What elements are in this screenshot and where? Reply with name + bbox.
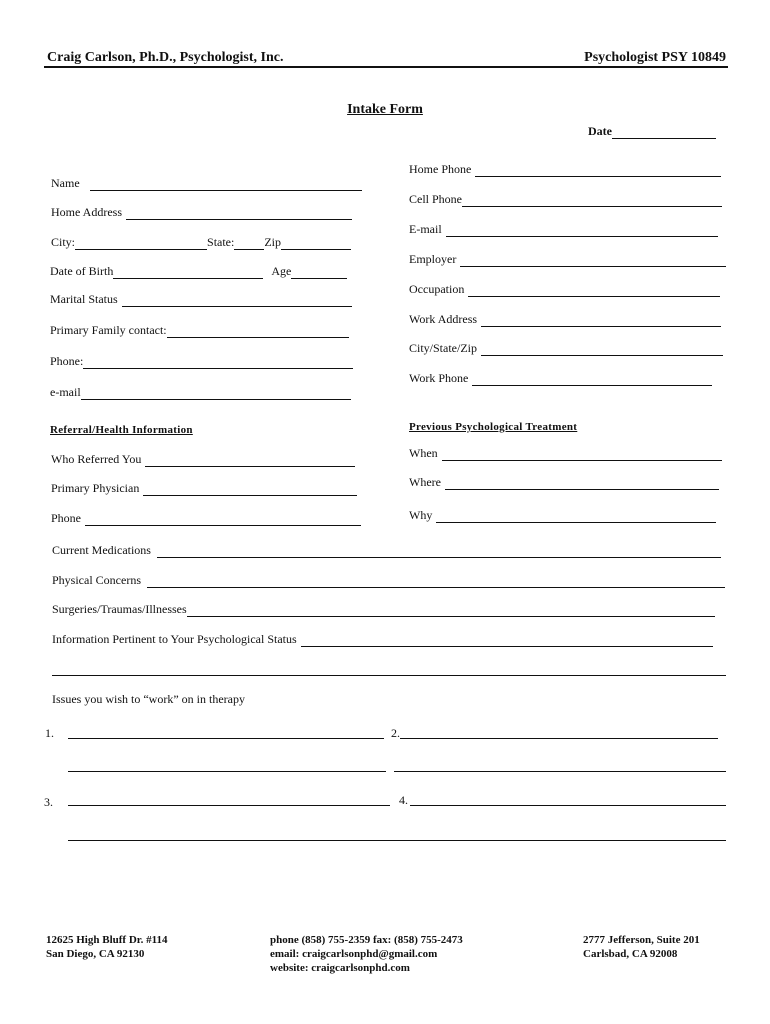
issue-number-4: 4. bbox=[399, 793, 408, 807]
physical-concerns-field bbox=[52, 573, 725, 588]
pertinent-info-field bbox=[52, 632, 713, 647]
primary-physician-label: Primary Physician bbox=[51, 481, 140, 495]
why-label: Why bbox=[409, 508, 433, 522]
email-field-right bbox=[409, 222, 718, 237]
city-input-line[interactable] bbox=[75, 237, 207, 250]
issue-3-4-continuation-line[interactable] bbox=[68, 840, 726, 841]
home-address-label: Home Address bbox=[51, 205, 122, 219]
email-input-line-left[interactable] bbox=[81, 387, 351, 400]
surgeries-input-line[interactable] bbox=[187, 604, 715, 617]
zip-label: Zip bbox=[264, 235, 282, 249]
pertinent-info-label: Information Pertinent to Your Psychological Status bbox=[52, 632, 297, 646]
home-phone-input-line[interactable] bbox=[475, 164, 721, 177]
employer-label: Employer bbox=[409, 252, 457, 266]
state-label: State: bbox=[207, 235, 235, 249]
footer-right-line-2: Carlsbad, CA 92008 bbox=[583, 948, 678, 960]
city-state-zip-field bbox=[51, 235, 351, 250]
email-label-right: E-mail bbox=[409, 222, 442, 236]
cell-phone-label: Cell Phone bbox=[409, 192, 462, 206]
date-field bbox=[588, 124, 716, 139]
state-input-line[interactable] bbox=[234, 237, 264, 250]
footer-website: website: craigcarlsonphd.com bbox=[270, 962, 410, 974]
city-state-zip-input-line[interactable] bbox=[481, 343, 723, 356]
home-phone-label: Home Phone bbox=[409, 162, 472, 176]
dob-age-field bbox=[50, 264, 347, 279]
city-state-zip-right-field bbox=[409, 341, 723, 356]
form-title: Intake Form bbox=[347, 102, 423, 117]
work-address-field bbox=[409, 312, 721, 327]
employer-field bbox=[409, 252, 726, 267]
where-label: Where bbox=[409, 475, 441, 489]
marital-status-input-line[interactable] bbox=[122, 294, 352, 307]
pertinent-info-continuation-line[interactable] bbox=[52, 675, 726, 676]
when-input-line[interactable] bbox=[442, 448, 722, 461]
who-referred-field bbox=[51, 452, 355, 467]
primary-physician-input-line[interactable] bbox=[143, 483, 357, 496]
work-address-input-line[interactable] bbox=[481, 314, 721, 327]
where-field bbox=[409, 475, 719, 490]
footer-left-line-1: 12625 High Bluff Dr. #114 bbox=[46, 934, 168, 946]
date-input-line[interactable] bbox=[612, 128, 716, 139]
cell-phone-field bbox=[409, 192, 722, 207]
footer-address-carlsbad bbox=[583, 933, 700, 961]
primary-physician-field bbox=[51, 481, 357, 496]
dob-input-line[interactable] bbox=[113, 266, 263, 279]
medications-input-line[interactable] bbox=[157, 545, 721, 558]
city-label: City: bbox=[51, 235, 76, 249]
email-field-left bbox=[50, 385, 351, 400]
who-referred-input-line[interactable] bbox=[145, 454, 355, 467]
why-field bbox=[409, 508, 716, 523]
marital-status-field bbox=[50, 292, 352, 307]
city-state-zip-label: City/State/Zip bbox=[409, 341, 477, 355]
physical-concerns-input-line[interactable] bbox=[147, 575, 725, 588]
issue-2-line[interactable] bbox=[400, 738, 718, 739]
issue-number-2: 2. bbox=[391, 726, 400, 740]
physical-concerns-label: Physical Concerns bbox=[52, 573, 141, 587]
age-input-line[interactable] bbox=[291, 266, 347, 279]
surgeries-field bbox=[52, 602, 715, 617]
medications-label: Current Medications bbox=[52, 543, 151, 557]
issue-1-line[interactable] bbox=[68, 738, 384, 739]
work-phone-field bbox=[409, 371, 712, 386]
employer-input-line[interactable] bbox=[460, 254, 726, 267]
footer-phone-fax: phone (858) 755-2359 fax: (858) 755-2473 bbox=[270, 934, 463, 946]
when-field bbox=[409, 446, 722, 461]
email-input-line-right[interactable] bbox=[446, 224, 718, 237]
who-referred-label: Who Referred You bbox=[51, 452, 142, 466]
work-address-label: Work Address bbox=[409, 312, 478, 326]
name-input-line[interactable] bbox=[90, 178, 362, 191]
practice-name: Craig Carlson, Ph.D., Psychologist, Inc. bbox=[47, 50, 284, 65]
family-contact-label: Primary Family contact: bbox=[50, 323, 167, 337]
footer-contact-info bbox=[270, 933, 463, 975]
zip-input-line[interactable] bbox=[281, 237, 351, 250]
previous-treatment-title: Previous Psychological Treatment bbox=[409, 421, 578, 433]
phone-label: Phone: bbox=[50, 354, 84, 368]
medications-field bbox=[52, 543, 721, 558]
age-label: Age bbox=[271, 264, 292, 278]
physician-phone-input-line[interactable] bbox=[85, 513, 361, 526]
home-address-field bbox=[51, 205, 352, 220]
email-label-left: e-mail bbox=[50, 385, 81, 399]
phone-field bbox=[50, 354, 353, 369]
date-label: Date bbox=[588, 124, 612, 138]
cell-phone-input-line[interactable] bbox=[462, 194, 722, 207]
family-contact-field bbox=[50, 323, 349, 338]
phone-input-line[interactable] bbox=[83, 356, 353, 369]
referral-section-title: Referral/Health Information bbox=[50, 424, 193, 436]
header-divider bbox=[44, 66, 728, 68]
footer-right-line-1: 2777 Jefferson, Suite 201 bbox=[583, 934, 700, 946]
physician-phone-field bbox=[51, 511, 361, 526]
surgeries-label: Surgeries/Traumas/Illnesses bbox=[52, 602, 187, 616]
occupation-field bbox=[409, 282, 720, 297]
license-number: Psychologist PSY 10849 bbox=[584, 50, 726, 65]
issue-1-continuation-line[interactable] bbox=[68, 771, 386, 772]
name-label: Name bbox=[51, 176, 80, 190]
pertinent-info-input-line[interactable] bbox=[301, 634, 713, 647]
why-input-line[interactable] bbox=[436, 510, 716, 523]
issues-label: Issues you wish to “work” on in therapy bbox=[52, 692, 245, 706]
footer-left-line-2: San Diego, CA 92130 bbox=[46, 948, 145, 960]
issue-2-continuation-line[interactable] bbox=[394, 771, 726, 772]
home-address-input-line[interactable] bbox=[126, 207, 352, 220]
work-phone-input-line[interactable] bbox=[472, 373, 712, 386]
name-field bbox=[51, 176, 362, 191]
issue-number-1: 1. bbox=[45, 726, 54, 740]
occupation-input-line[interactable] bbox=[468, 284, 720, 297]
when-label: When bbox=[409, 446, 438, 460]
occupation-label: Occupation bbox=[409, 282, 465, 296]
work-phone-label: Work Phone bbox=[409, 371, 469, 385]
dob-label: Date of Birth bbox=[50, 264, 114, 278]
family-contact-input-line[interactable] bbox=[167, 325, 349, 338]
issue-number-3: 3. bbox=[44, 795, 53, 809]
home-phone-field bbox=[409, 162, 721, 177]
marital-status-label: Marital Status bbox=[50, 292, 118, 306]
physician-phone-label: Phone bbox=[51, 511, 81, 525]
where-input-line[interactable] bbox=[445, 477, 719, 490]
issue-3-line[interactable] bbox=[68, 805, 390, 806]
issue-4-line[interactable] bbox=[410, 805, 726, 806]
footer-email: email: craigcarlsonphd@gmail.com bbox=[270, 948, 438, 960]
footer-address-san-diego bbox=[46, 933, 168, 961]
